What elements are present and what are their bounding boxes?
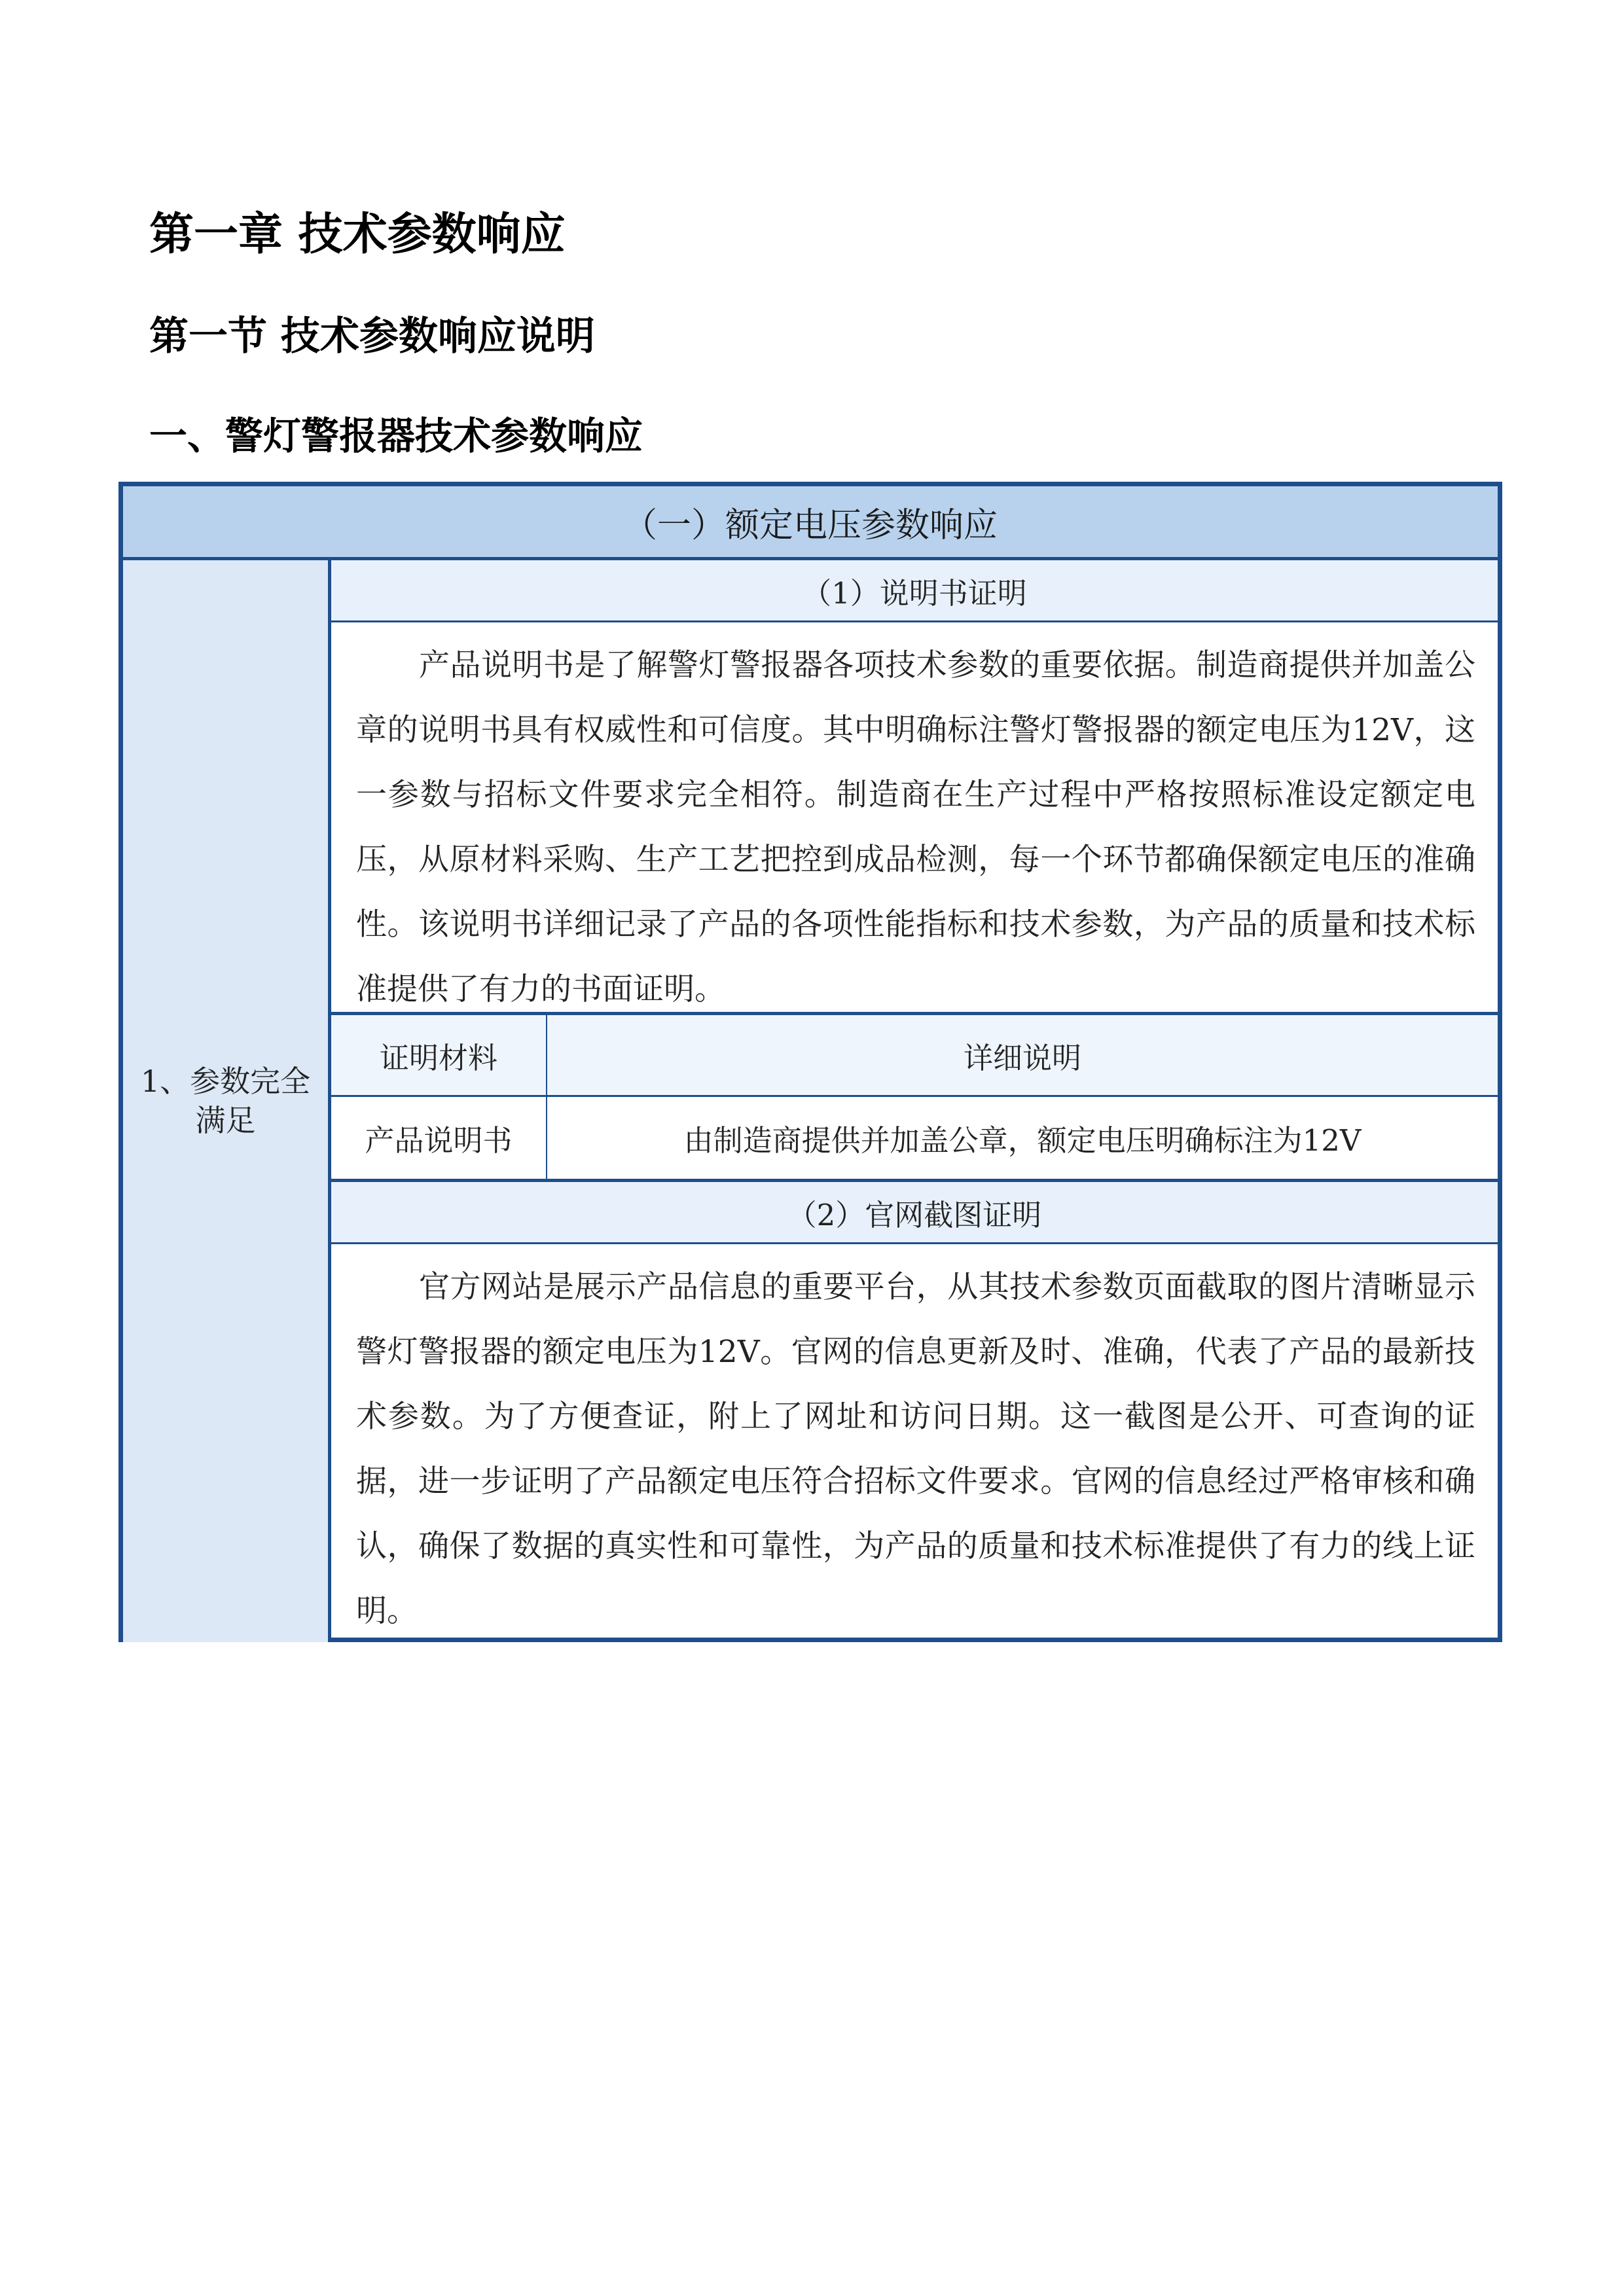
manual-proof-paragraph: 产品说明书是了解警灯警报器各项技术参数的重要依据。制造商提供并加盖公章的说明书具有权威性和可信度。其中明确标注警灯警报器的额定电压为12V，这一参数与招标文件要求完全相符。制造商在生产过程中严格按照标准设定额定电压，从原材料采购、生产工艺把控到成品检测，每一个环节都确保额定电压的准确性。该说明书详细记录了产品的各项性能指标和技术参数，为产品的质量和技术标准提供了有力的书面证明。: [356, 647, 1475, 1007]
section-heading: 第一节 技术参数响应说明: [149, 314, 595, 359]
evidence-header-material: 证明材料: [331, 1012, 547, 1097]
manual-proof-heading: （1）说明书证明: [331, 560, 1498, 622]
chapter-heading: 第一章 技术参数响应: [149, 209, 566, 260]
table-title: （一）额定电压参数响应: [123, 486, 1498, 560]
conformance-label: 1、参数完全满足: [123, 560, 331, 1642]
website-proof-paragraph: 官方网站是展示产品信息的重要平台，从其技术参数页面截取的图片清晰显示警灯警报器的额定电压为12V。官网的信息更新及时、准确，代表了产品的最新技术参数。为了方便查证，附上了网址和访问日期。这一截图是公开、可查询的证据，进一步证明了产品额定电压符合招标文件要求。官网的信息经过严格审核和确认，确保了数据的真实性和可靠性，为产品的质量和技术标准提供了有力的线上证明。: [356, 1269, 1475, 1629]
evidence-detail-cell: 由制造商提供并加盖公章，额定电压明确标注为12V: [547, 1097, 1498, 1179]
evidence-material-cell: 产品说明书: [331, 1097, 547, 1179]
parameter-response-table: [118, 482, 1502, 1642]
subsection-heading: 一、警灯警报器技术参数响应: [149, 414, 643, 458]
evidence-header-detail: 详细说明: [547, 1012, 1498, 1097]
website-proof-heading: （2）官网截图证明: [331, 1179, 1498, 1244]
